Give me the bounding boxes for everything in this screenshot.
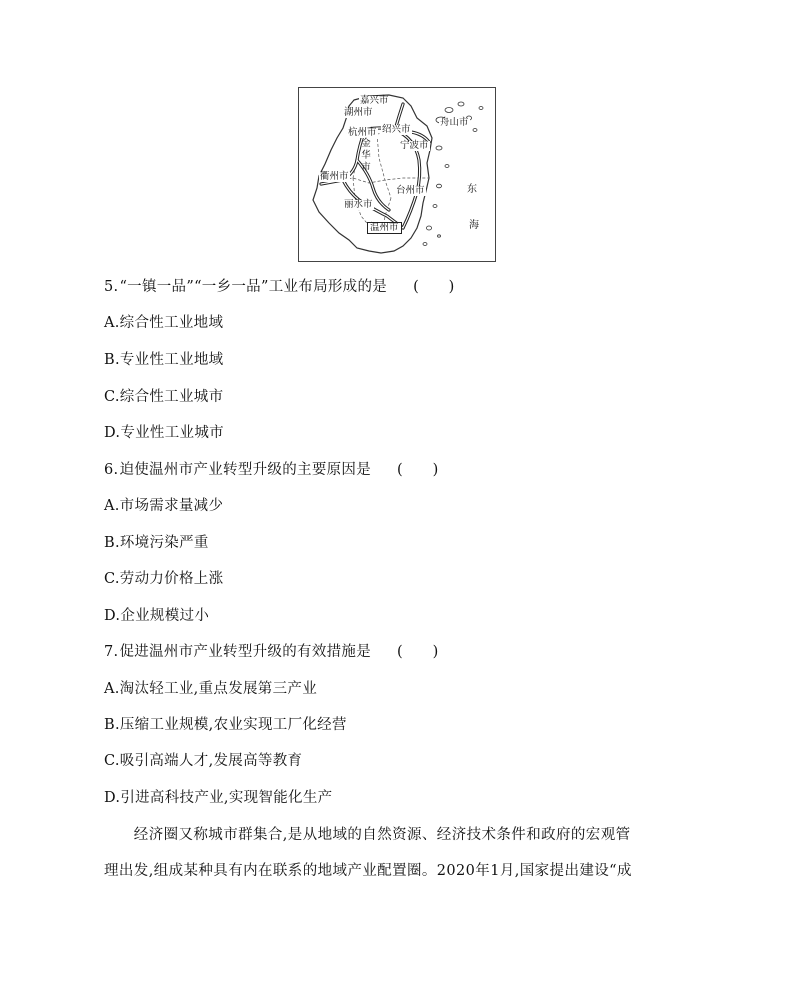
passage-line-2: 理出发,组成某种具有内在联系的地域产业配置圈。2020年1月,国家提出建设“成 xyxy=(104,863,632,879)
question-number: 6. xyxy=(104,462,119,478)
answer-paren: ( ) xyxy=(413,279,455,295)
city-label-quzhou: 衢州市 xyxy=(320,171,349,182)
answer-paren: ( ) xyxy=(397,462,439,478)
city-label-wenzhou: 温州市 xyxy=(367,222,402,234)
option-6d: D.企业规模过小 xyxy=(104,608,210,624)
sea-label-east: 东 xyxy=(467,184,477,195)
sea-label-hai: 海 xyxy=(469,220,479,231)
option-5d: D.专业性工业城市 xyxy=(104,425,224,441)
question-5 xyxy=(104,277,455,297)
question-text: 促进温州市产业转型升级的有效措施是 xyxy=(119,644,372,660)
option-7a: A.淘汰轻工业,重点发展第三产业 xyxy=(104,681,317,697)
city-label-taizhou: 台州市 xyxy=(396,185,425,196)
city-label-shaoxing: 绍兴市 xyxy=(382,124,411,135)
question-text: “一镇一品”“一乡一品”工业布局形成的是 xyxy=(119,279,388,295)
question-number: 7. xyxy=(104,644,119,660)
city-label-huzhou: 湖州市 xyxy=(344,107,373,118)
question-number: 5. xyxy=(104,279,119,295)
city-label-zhoushan: 舟山市 xyxy=(440,117,469,128)
question-7 xyxy=(104,642,439,662)
option-7b: B.压缩工业规模,农业实现工厂化经营 xyxy=(104,717,347,733)
city-label-lishui: 丽水市 xyxy=(344,199,373,210)
city-label-jinhua: 金华市 xyxy=(361,138,371,173)
option-6a: A.市场需求量减少 xyxy=(104,498,224,514)
passage-line-1: 经济圈又称城市群集合,是从地域的自然资源、经济技术条件和政府的宏观管 xyxy=(104,827,631,843)
option-6b: B.环境污染严重 xyxy=(104,535,209,551)
option-5c: C.综合性工业城市 xyxy=(104,389,224,405)
option-5a: A.综合性工业地域 xyxy=(104,315,224,331)
question-text: 迫使温州市产业转型升级的主要原因是 xyxy=(119,462,372,478)
city-label-jiaxing: 嘉兴市 xyxy=(360,95,389,106)
option-6c: C.劳动力价格上涨 xyxy=(104,571,224,587)
zhejiang-map xyxy=(298,87,496,262)
answer-paren: ( ) xyxy=(397,644,439,660)
city-label-ningbo: 宁波市 xyxy=(400,140,429,151)
option-7c: C.吸引高端人才,发展高等教育 xyxy=(104,753,303,769)
option-5b: B.专业性工业地域 xyxy=(104,352,224,368)
option-7d: D.引进高科技产业,实现智能化生产 xyxy=(104,790,333,806)
city-label-hangzhou: 杭州市 xyxy=(348,127,377,138)
question-6 xyxy=(104,460,439,480)
